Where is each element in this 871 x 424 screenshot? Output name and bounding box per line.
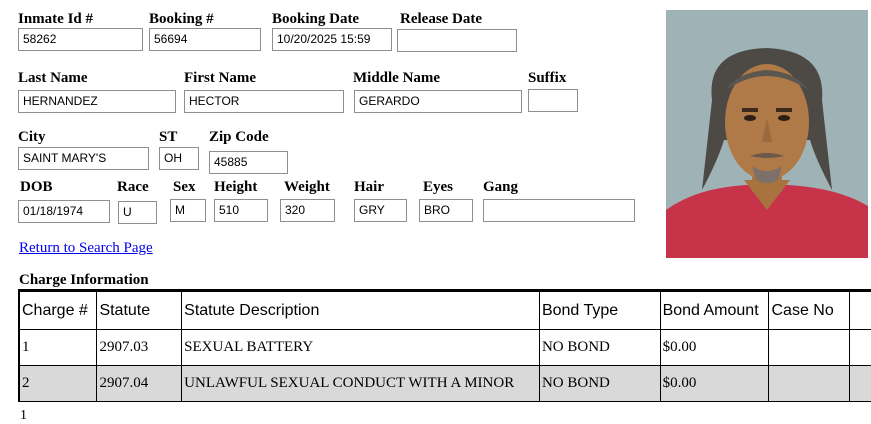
first-name-label: First Name xyxy=(184,70,257,86)
hair-label: Hair xyxy=(354,179,384,195)
sex-label: Sex xyxy=(173,179,196,195)
city-label: City xyxy=(18,129,46,145)
race-field[interactable]: U xyxy=(118,201,157,224)
middle-name-label: Middle Name xyxy=(353,70,441,86)
weight-field[interactable]: 320 xyxy=(280,199,335,222)
cell-bond-type: NO BOND xyxy=(539,330,660,366)
column-header-case-no: Case No xyxy=(769,291,850,330)
cell-bond-amount: $0.00 xyxy=(660,330,769,366)
middle-name-field[interactable]: GERARDO xyxy=(354,90,522,113)
gang-field[interactable] xyxy=(483,199,635,222)
booking-date-label: Booking Date xyxy=(272,11,360,27)
dob-field[interactable]: 01/18/1974 xyxy=(18,200,110,223)
booking-date-field[interactable]: 10/20/2025 15:59 xyxy=(272,28,392,51)
column-header-bond-type: Bond Type xyxy=(539,291,660,330)
booking-number-field[interactable]: 56694 xyxy=(149,28,261,51)
table-row xyxy=(19,330,871,366)
eyes-label: Eyes xyxy=(423,179,453,195)
height-label: Height xyxy=(214,179,258,195)
gang-label: Gang xyxy=(483,179,519,195)
weight-label: Weight xyxy=(284,179,330,195)
charges-table xyxy=(18,289,871,402)
eyes-field[interactable]: BRO xyxy=(419,199,473,222)
charges-header-row xyxy=(19,291,871,330)
trailing-text: 1 xyxy=(20,408,27,423)
sex-field[interactable]: M xyxy=(170,199,206,222)
hair-field[interactable]: GRY xyxy=(354,199,407,222)
release-date-field[interactable] xyxy=(397,29,517,52)
cell-case-no xyxy=(769,366,850,402)
state-label: ST xyxy=(159,129,178,145)
mugshot-illustration xyxy=(666,10,868,258)
return-to-search-link[interactable]: Return to Search Page xyxy=(19,240,153,256)
inmate-id-label: Inmate Id # xyxy=(18,11,94,27)
column-header-extra xyxy=(850,291,871,330)
cell-bond-amount: $0.00 xyxy=(660,366,769,402)
cell-bond-type: NO BOND xyxy=(539,366,660,402)
cell-extra xyxy=(850,330,871,366)
height-field[interactable]: 510 xyxy=(214,199,268,222)
cell-extra xyxy=(850,366,871,402)
mugshot-photo xyxy=(666,10,868,258)
column-header-statute: Statute xyxy=(97,291,182,330)
cell-statute: 2907.04 xyxy=(97,366,182,402)
column-header-bond-amount: Bond Amount xyxy=(660,291,769,330)
dob-label: DOB xyxy=(20,179,53,195)
last-name-field[interactable]: HERNANDEZ xyxy=(18,90,176,113)
column-header-statute-description: Statute Description xyxy=(182,291,540,330)
table-row xyxy=(19,366,871,402)
state-field[interactable]: OH xyxy=(159,147,199,170)
first-name-field[interactable]: HECTOR xyxy=(184,90,344,113)
charge-information-heading: Charge Information xyxy=(19,272,149,288)
release-date-label: Release Date xyxy=(400,11,483,27)
cell-statute-description: UNLAWFUL SEXUAL CONDUCT WITH A MINOR xyxy=(182,366,540,402)
city-field[interactable]: SAINT MARY'S xyxy=(18,147,149,170)
cell-charge-number: 2 xyxy=(19,366,97,402)
cell-statute: 2907.03 xyxy=(97,330,182,366)
suffix-field[interactable] xyxy=(528,89,578,112)
cell-charge-number: 1 xyxy=(19,330,97,366)
inmate-id-field[interactable]: 58262 xyxy=(18,28,143,51)
race-label: Race xyxy=(117,179,149,195)
cell-case-no xyxy=(769,330,850,366)
last-name-label: Last Name xyxy=(18,70,88,86)
booking-number-label: Booking # xyxy=(149,11,214,27)
column-header-charge-number: Charge # xyxy=(19,291,97,330)
zip-code-field[interactable]: 45885 xyxy=(209,151,288,174)
suffix-label: Suffix xyxy=(528,70,567,86)
cell-statute-description: SEXUAL BATTERY xyxy=(182,330,540,366)
zip-code-label: Zip Code xyxy=(209,129,269,145)
